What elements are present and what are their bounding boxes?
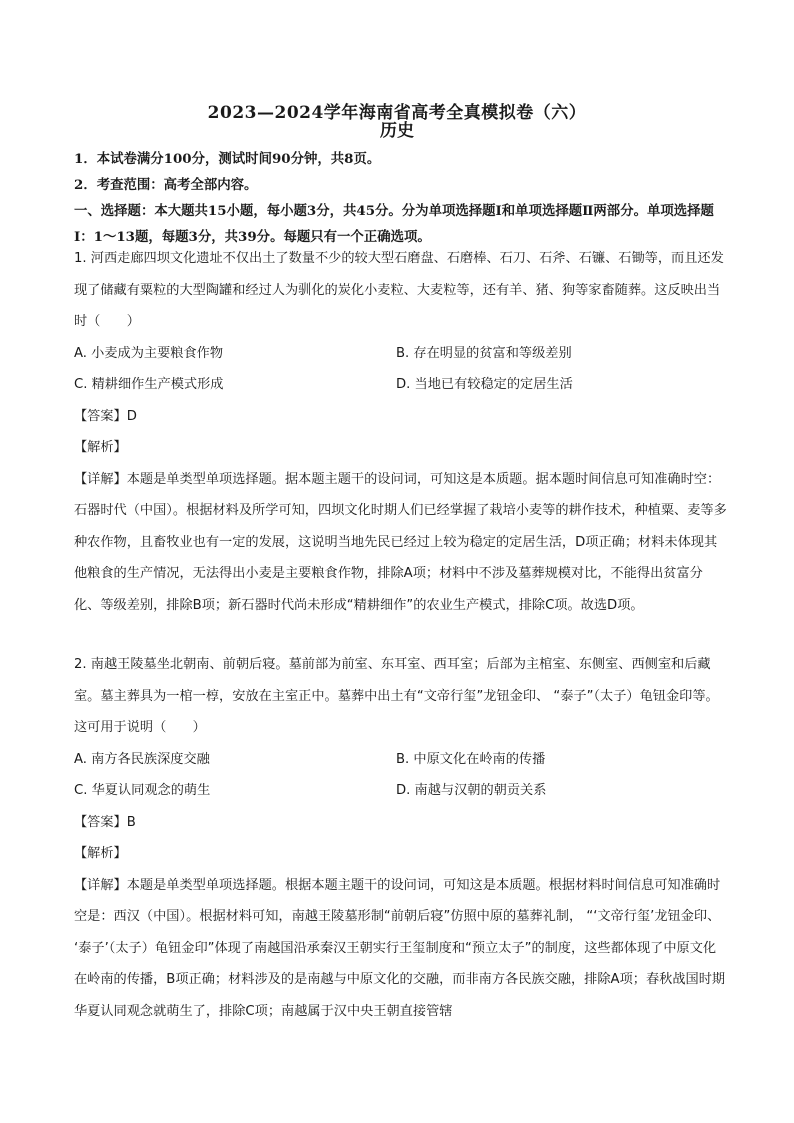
section-heading: 一、选择题：本大题共15小题，每小题3分，共45分。分为单项选择题Ⅰ和单项选择题Ⅱ两部分。单项选择题Ⅰ：1～13题，每题3分，共39分。每题只有一个正确选项。 — [74, 203, 714, 245]
note-2: 2．考查范围：高考全部内容。 — [74, 177, 258, 193]
option-c: C. 精耕细作生产模式形成 — [74, 377, 224, 392]
analysis-label: 【解析】 — [74, 846, 127, 861]
exam-notes — [74, 146, 724, 250]
option-b: B. 中原文化在岭南的传播 — [396, 751, 546, 767]
answer-label: 【答案】B — [74, 814, 136, 830]
answer-label: 【答案】D — [74, 408, 137, 424]
question-options — [74, 338, 728, 401]
detail-text: 【详解】本题是单类型单项选择题。据本题主题干的设问词，可知这是本质题。据本题时间信息可知准确时空：石器时代（中国）。根据材料及所学可知，四坝文化时期人们已经掌握了栽培小麦等的耕作技术，种植粟、麦等多种农作物，且畜牧业也有一定的发展，这说明当地先民已经过上较为稳定的定居生活，D项正确；材料未体现其他粮食的生产情况，无法得出小麦是主要粮食作物，排除A项；材料中不涉及墓葬规模对比，不能得出贫富分化、等级差别，排除B项；新石器时代尚未形成“精耕细作”的农业生产模式，排除C项。故选D项。 — [74, 471, 727, 613]
option-a: A. 小麦成为主要粮食作物 — [74, 345, 224, 361]
question-stem: 2. 南越王陵墓坐北朝南、前朝后寝。墓前部为前室、东耳室、西耳室；后部为主棺室、东侧室、西侧室和后藏室。墓主葬具为一棺一椁，安放在主室正中。墓葬中出土有“文帝行玺”龙钮金印、 “泰子”（太子）龟钮金印等。这可用于说明（ ） — [74, 657, 719, 735]
exam-title: 2023—2024学年海南省高考全真模拟卷（六） — [207, 103, 587, 123]
option-d: D. 南越与汉朝的朝贡关系 — [396, 783, 547, 798]
question-1 — [74, 243, 728, 621]
option-b: B. 存在明显的贫富和等级差别 — [396, 345, 572, 361]
question-options — [74, 744, 728, 807]
option-c: C. 华夏认同观念的萌生 — [74, 783, 211, 798]
question-2 — [74, 649, 728, 1027]
subject-title: 历史 — [380, 121, 414, 141]
question-stem: 1. 河西走廊四坝文化遗址不仅出土了数量不少的较大型石磨盘、石磨棒、石刀、石斧、石镰、石锄等，而且还发现了储藏有粟粒的大型陶罐和经过人为驯化的炭化小麦粒、大麦粒等，还有羊、猪、狗等家畜随葬。这反映出当时（ ） — [74, 251, 724, 329]
note-1: 1．本试卷满分100分，测试时间90分钟，共8页。 — [74, 151, 381, 167]
option-d: D. 当地已有较稳定的定居生活 — [396, 377, 573, 392]
detail-text: 【详解】本题是单类型单项选择题。根据本题主题干的设问词，可知这是本质题。根据材料时间信息可知准确时空是：西汉（中国）。根据材料可知，南越王陵墓形制“前朝后寝”仿照中原的墓葬礼制， “‘文帝行玺’龙钮金印、 ‘泰子’（太子）龟钮金印”体现了南越国沿承秦汉王朝实行王玺制度和“预立太子”的制度，这些都体现了中原文化在岭南的传播，B项正确；材料涉及的是南越与中原文化的交融，而非南方各民族交融，排除A项；春秋战国时期华夏认同观念就萌生了，排除C项；南越属于汉中央王朝直接管辖 — [74, 877, 726, 1019]
option-a: A. 南方各民族深度交融 — [74, 751, 210, 767]
analysis-label: 【解析】 — [74, 440, 127, 455]
